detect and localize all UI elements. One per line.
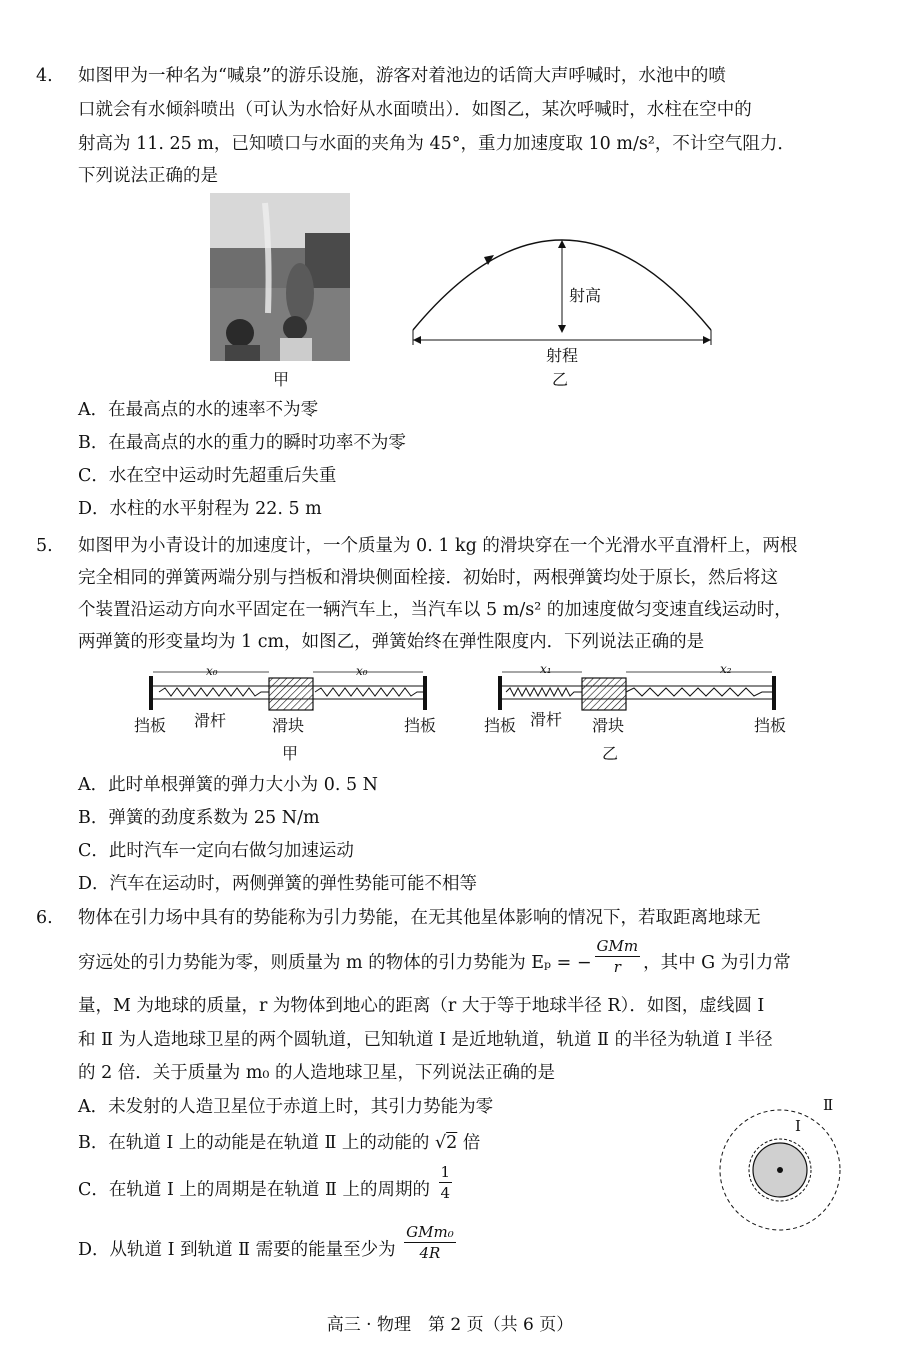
q6-option-b [78, 1131, 480, 1155]
q6-option-b-pre: B．在轨道 Ⅰ 上的动能是在轨道 Ⅱ 上的动能的 [78, 1133, 435, 1153]
sqrt-icon: √ [434, 1133, 447, 1153]
jia-x-left: x₀ [206, 664, 218, 678]
q6-line-2 [78, 937, 791, 977]
period-frac-den: 4 [440, 1184, 451, 1202]
fig-yi-caption: 乙 [552, 370, 569, 389]
q6-option-a: A．未发射的人造卫星位于赤道上时，其引力势能为零 [78, 1097, 494, 1117]
q4-option-b: B．在最高点的水的重力的瞬时功率不为零 [78, 433, 406, 453]
jia-caption: 甲 [282, 744, 299, 763]
q4-line-4: 下列说法正确的是 [78, 166, 218, 186]
q4-option-a: A．在最高点的水的速率不为零 [78, 400, 319, 420]
q4-number: 4. [36, 66, 53, 86]
q5-option-b: B．弹簧的劲度系数为 25 N/m [78, 808, 320, 828]
slider-block [582, 678, 626, 710]
q4-line-3: 射高为 11. 25 m，已知喷口与水面的夹角为 45°，重力加速度取 10 m/s²，不计空气阻力． [78, 134, 795, 154]
orbit-diagram [705, 1090, 860, 1250]
q5-option-c: C．此时汽车一定向右做匀加速运动 [78, 841, 354, 861]
q5-option-d: D．汽车在运动时，两侧弹簧的弹性势能可能不相等 [78, 874, 478, 894]
earth-center [777, 1167, 783, 1173]
q6-option-d-pre: D．从轨道 Ⅰ 到轨道 Ⅱ 需要的能量至少为 [78, 1240, 402, 1260]
orbit-label-2: Ⅱ [823, 1096, 834, 1114]
yi-slider: 滑块 [592, 716, 625, 735]
q4-line-2: 口就会有水倾斜喷出（可认为水恰好从水面喷出）．如图乙，某次呼喊时，水柱在空中的 [78, 100, 752, 120]
yi-x-right: x₂ [720, 662, 732, 676]
q5-line-3: 个装置沿运动方向水平固定在一辆汽车上，当汽车以 5 m/s² 的加速度做匀变速直线运动时， [78, 600, 792, 620]
q6-number: 6. [36, 908, 53, 928]
yi-baffle-right: 挡板 [754, 716, 787, 735]
q6-option-b-post: 倍 [457, 1133, 481, 1153]
fig-yi-range-label: 射程 [546, 346, 579, 365]
yi-caption: 乙 [602, 744, 619, 763]
q5-line-4: 两弹簧的形变量均为 1 cm，如图乙，弹簧始终在弹性限度内．下列说法正确的是 [78, 632, 705, 652]
q5-line-1: 如图甲为小青设计的加速度计，一个质量为 0. 1 kg 的滑块穿在一个光滑水平直滑杆上，两根 [78, 536, 798, 556]
q6-option-b-sqrt: 2 [446, 1133, 458, 1153]
yi-x-left: x₁ [540, 662, 552, 676]
q6-line-4: 和 Ⅱ 为人造地球卫星的两个圆轨道，已知轨道 Ⅰ 是近地轨道，轨道 Ⅱ 的半径为轨道 Ⅰ 半径 [78, 1030, 773, 1050]
q4-option-d: D．水柱的水平射程为 22. 5 m [78, 499, 322, 519]
q5-number: 5. [36, 536, 53, 556]
spring-left [506, 688, 582, 696]
page-footer: 高三 · 物理 第 2 页（共 6 页） [326, 1315, 574, 1335]
fountain-photo [210, 193, 350, 361]
jia-x-right: x₀ [356, 664, 368, 678]
yi-baffle-left: 挡板 [484, 716, 517, 735]
slider-block [269, 678, 313, 710]
potential-fraction [595, 936, 641, 977]
q6-option-c [78, 1163, 455, 1203]
q5-line-2: 完全相同的弹簧两端分别与挡板和滑块侧面栓接．初始时，两根弹簧均处于原长，然后将这 [78, 568, 778, 588]
q6-option-c-pre: C．在轨道 Ⅰ 上的周期是在轨道 Ⅱ 上的周期的 [78, 1180, 436, 1200]
trajectory-diagram [400, 215, 725, 355]
potential-frac-den: r [613, 958, 621, 976]
jia-slider: 滑块 [272, 716, 305, 735]
q5-option-a: A．此时单根弹簧的弹力大小为 0. 5 N [78, 775, 378, 795]
spring-left [159, 688, 269, 696]
q6-line-5: 的 2 倍．关于质量为 m₀ 的人造地球卫星，下列说法正确的是 [78, 1063, 555, 1083]
energy-fraction [404, 1222, 456, 1263]
q4-option-c: C．水在空中运动时先超重后失重 [78, 466, 337, 486]
jia-baffle-left: 挡板 [134, 716, 167, 735]
q6-option-d [78, 1223, 459, 1263]
accelerometer-jia [145, 664, 435, 714]
q6-line-2-pre: 穷远处的引力势能为零，则质量为 m 的物体的引力势能为 Eₚ = − [78, 953, 592, 973]
potential-frac-num: GMm [596, 937, 639, 955]
period-frac-num: 1 [440, 1163, 451, 1181]
energy-frac-num: GMm₀ [406, 1223, 454, 1241]
yi-rod: 滑杆 [530, 710, 563, 729]
q6-line-1: 物体在引力场中具有的势能称为引力势能，在无其他星体影响的情况下，若取距离地球无 [78, 908, 761, 928]
orbit-label-1: Ⅰ [795, 1117, 801, 1135]
period-fraction [439, 1162, 453, 1203]
spring-right [626, 688, 772, 696]
q4-line-1: 如图甲为一种名为“喊泉”的游乐设施，游客对着池边的话筒大声呼喊时，水池中的喷 [78, 66, 726, 86]
jia-rod: 滑杆 [194, 711, 227, 730]
q6-line-2-post: ，其中 G 为引力常 [643, 953, 791, 973]
jia-baffle-right: 挡板 [404, 716, 437, 735]
energy-frac-den: 4R [419, 1244, 441, 1262]
fig-jia-caption: 甲 [273, 370, 290, 389]
spring-right [315, 688, 423, 696]
fig-yi-height-label: 射高 [569, 286, 602, 305]
q6-line-3: 量，M 为地球的质量，r 为物体到地心的距离（r 大于等于地球半径 R）．如图，虚线圆 Ⅰ [78, 996, 765, 1016]
